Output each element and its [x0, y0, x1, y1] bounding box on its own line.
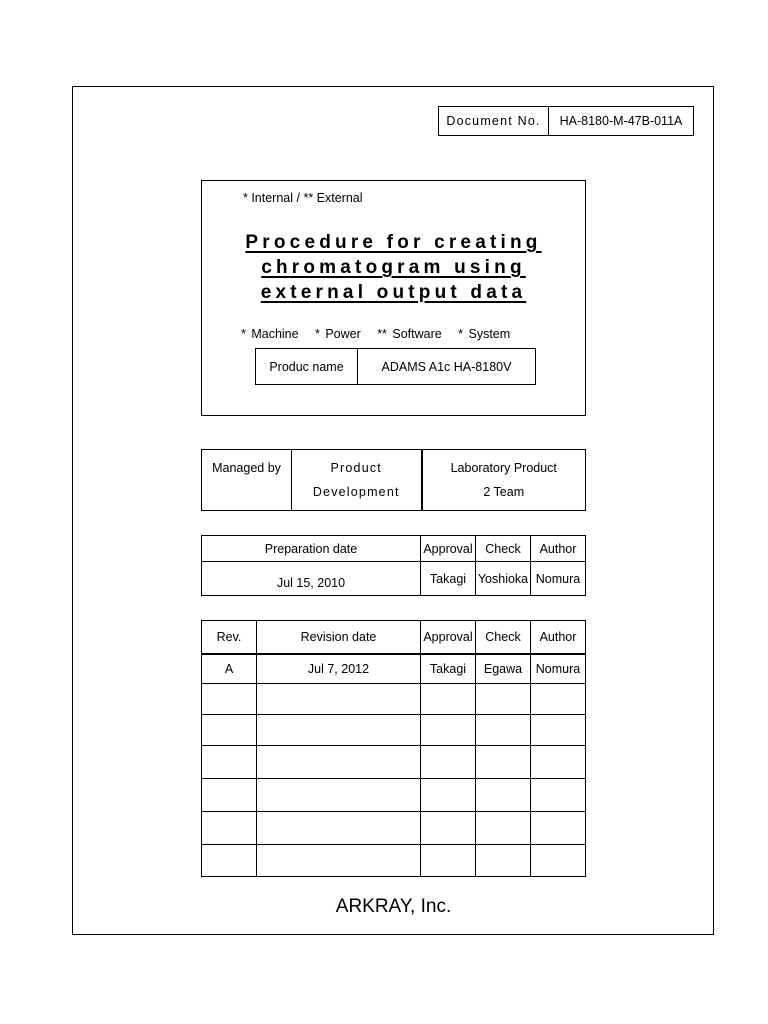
revision-cell [257, 746, 421, 779]
title-line: chromatogram using [261, 257, 526, 278]
revision-cell [476, 746, 531, 779]
revision-cell [531, 812, 586, 845]
product-name-value: ADAMS A1c HA-8180V [358, 349, 536, 385]
department-line: Product [330, 461, 382, 475]
document-number-value: HA-8180-M-47B-011A [549, 107, 694, 136]
preparation-header: Preparation date [202, 536, 421, 562]
preparation-check: Yoshioka [476, 562, 531, 596]
revision-header: Approval [421, 621, 476, 654]
revision-cell [531, 746, 586, 779]
classification-label: * Internal / ** External [243, 191, 363, 205]
revision-cell [476, 715, 531, 746]
revision-cell [421, 746, 476, 779]
revision-header: Revision date [257, 621, 421, 654]
department-line: Development [312, 485, 400, 499]
document-number-label: Document No. [439, 107, 549, 136]
table-row [202, 845, 586, 877]
document-number-table [438, 106, 694, 136]
managed-by-label: Managed by [202, 450, 292, 511]
table-row [202, 654, 586, 684]
revision-cell [257, 845, 421, 877]
preparation-header: Check [476, 536, 531, 562]
revision-cell [531, 684, 586, 715]
revision-cell [202, 812, 257, 845]
revision-cell [421, 845, 476, 877]
category-options: * Machine * Power ** Software * System [241, 327, 511, 341]
revision-cell [257, 684, 421, 715]
title-line: external output data [260, 282, 527, 303]
revision-cell: A [202, 654, 257, 684]
team-line: 2 Team [483, 485, 525, 499]
revision-header: Rev. [202, 621, 257, 654]
revision-cell [531, 715, 586, 746]
preparation-date: Jul 15, 2010 [202, 562, 421, 596]
managed-team [422, 450, 586, 511]
revision-cell [476, 845, 531, 877]
preparation-approval: Takagi [421, 562, 476, 596]
revision-cell [202, 779, 257, 812]
table-row [202, 812, 586, 845]
revision-cell [421, 715, 476, 746]
managed-department [292, 450, 422, 511]
revision-cell [202, 845, 257, 877]
revision-header: Author [531, 621, 586, 654]
managed-by-table [201, 449, 586, 511]
revision-cell [257, 715, 421, 746]
revision-cell [257, 812, 421, 845]
table-row [202, 746, 586, 779]
revision-cell [202, 715, 257, 746]
preparation-header: Approval [421, 536, 476, 562]
revision-cell [476, 812, 531, 845]
product-name-label: Produc name [256, 349, 358, 385]
revision-cell [421, 684, 476, 715]
title-line: Procedure for creating [245, 232, 542, 253]
revision-cell: Egawa [476, 654, 531, 684]
revision-table [201, 620, 586, 877]
team-line: Laboratory Product [450, 461, 557, 475]
revision-cell [202, 746, 257, 779]
table-row [202, 684, 586, 715]
revision-cell [257, 779, 421, 812]
revision-cell: Nomura [531, 654, 586, 684]
document-title [201, 230, 586, 305]
revision-cell: Jul 7, 2012 [257, 654, 421, 684]
company-name: ARKRAY, Inc. [335, 896, 452, 917]
revision-cell [531, 779, 586, 812]
revision-cell [476, 779, 531, 812]
preparation-author: Nomura [531, 562, 586, 596]
product-name-table [255, 348, 536, 385]
revision-cell [531, 845, 586, 877]
preparation-header: Author [531, 536, 586, 562]
table-row [202, 715, 586, 746]
revision-cell [476, 684, 531, 715]
revision-cell [202, 684, 257, 715]
revision-header: Check [476, 621, 531, 654]
preparation-table [201, 535, 586, 596]
revision-cell [421, 779, 476, 812]
revision-cell: Takagi [421, 654, 476, 684]
revision-cell [421, 812, 476, 845]
table-row [202, 779, 586, 812]
